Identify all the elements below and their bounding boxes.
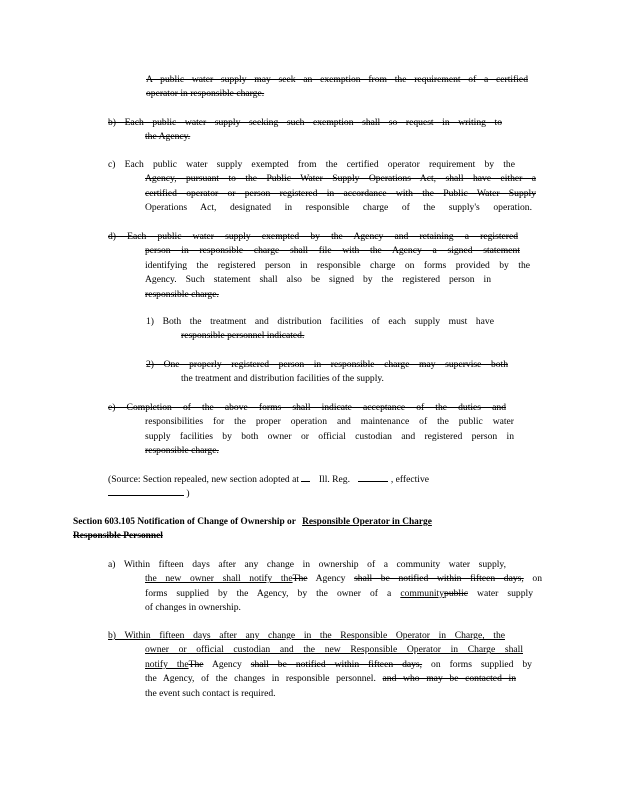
struck-line: e) Completion of the above forms shall indicate acceptance of the duties and — [108, 402, 506, 413]
text-segment: b) Within — [108, 630, 151, 641]
deleted-text: shall be notified within fifteen days, — [354, 573, 524, 585]
text-segment: on forms supplied by — [422, 658, 532, 670]
section-title: Section 603.105 Notification of Change of Ownership or — [73, 517, 296, 527]
inserted-text: fifteen days after any change in the Responsible Operator in Charge, the — [150, 630, 505, 641]
paragraph-2-one — [146, 358, 534, 387]
text-segment: the Agency, of the changes in responsible personnel. — [145, 673, 383, 685]
deleted-text: The — [188, 658, 204, 670]
inserted-line: owner or official custodian and the new Responsible Operator in Charge shall — [145, 644, 523, 656]
text-line: Operations Act, designated in responsible charge of the supply's operation. — [145, 202, 532, 214]
text-line: supply facilities by both owner or official custodian and registered person in — [145, 430, 514, 442]
text-line: responsibilities for the proper operation and maintenance of the public water — [145, 416, 514, 428]
inserted-text: the new owner shall notify the — [145, 573, 293, 585]
agency-text: Agency — [203, 658, 251, 670]
text-line — [145, 572, 542, 586]
paragraph-b-request — [108, 116, 502, 145]
ownership-line-1: a) Within fifteen days after any change in ownership of a community water supply, — [108, 559, 506, 570]
struck-line: responsible charge. — [145, 445, 219, 457]
struck-line: operator in responsible charge. — [146, 88, 265, 100]
text-segment: on — [523, 573, 542, 585]
struck-line: responsible charge. — [145, 288, 219, 300]
text-line: the treatment and distribution facilities of the supply. — [181, 373, 384, 385]
struck-line: the Agency. — [145, 131, 191, 143]
text-line — [145, 658, 532, 672]
text-line: the event such contact is required. — [145, 687, 276, 699]
deleted-text: and who may be contacted in — [382, 673, 516, 685]
inserted-text: community — [400, 587, 445, 599]
paragraph-a-ownership — [108, 558, 542, 616]
date-blank — [108, 486, 184, 496]
deleted-text: The — [292, 573, 308, 585]
text-line — [108, 558, 506, 572]
paragraph-exemption — [146, 73, 528, 102]
paragraph-b-operator — [108, 629, 536, 701]
text-line: Agency. Such statement shall also be signed by the registered person in — [145, 274, 491, 286]
text-line — [145, 672, 516, 686]
struck-line: person in responsible charge shall file with the Agency a signed statement — [145, 245, 520, 257]
struck-line: Agency, pursuant to the Public Water Supply Operations Act, shall have either a — [145, 173, 536, 185]
inserted-text: notify the — [145, 658, 189, 670]
page-blank — [358, 472, 388, 482]
section-heading — [73, 515, 543, 544]
agency-text: Agency — [307, 573, 355, 585]
text-segment: forms supplied by the Agency, by the owner of a — [145, 587, 401, 599]
struck-line: d) Each public water supply exempted by the Agency and retaining a registered — [108, 231, 518, 242]
struck-line: certified operator or person registered in accordance with the Public Water Supply — [145, 187, 536, 199]
source-ill-reg: Ill. Reg. — [318, 474, 351, 485]
text-segment: water supply — [468, 587, 533, 599]
paragraph-e-completion — [108, 401, 514, 459]
paragraph-c-exempted — [108, 158, 536, 216]
text-line: of changes in ownership. — [145, 602, 241, 614]
struck-line: 2) One properly registered person in responsible charge may supervise both — [146, 359, 508, 370]
text-line — [145, 587, 533, 601]
deleted-text: public — [444, 587, 468, 599]
source-note — [108, 472, 492, 501]
text-line — [108, 629, 505, 643]
struck-line: responsible personnel indicated. — [181, 330, 305, 342]
section-title-struck: Responsible Personnel — [73, 531, 163, 542]
struck-line: A public water supply may seek an exemption from the requirement of a certified — [146, 74, 528, 85]
volume-blank — [301, 472, 310, 482]
section-title-new: Responsible Operator in Charge — [302, 517, 432, 527]
source-line — [108, 472, 492, 486]
paragraph-1-both — [146, 315, 494, 344]
paragraph-d-registered — [108, 230, 530, 302]
source-effective: , effective — [390, 474, 430, 485]
source-line-2 — [108, 486, 492, 500]
section-title-line — [73, 515, 543, 529]
text-line: c) Each public water supply exempted from the certified operator requirement by the — [108, 159, 515, 170]
source-close: ) — [186, 488, 190, 500]
deleted-text: shall be notified within fifteen days, — [250, 658, 423, 670]
source-text: (Source: Section repealed, new section adopted at — [108, 474, 300, 485]
struck-line: b) Each public water supply seeking such exemption shall so request in writing to — [108, 117, 502, 128]
text-line: 1) Both the treatment and distribution facilities of each supply must have — [146, 316, 494, 327]
text-line: identifying the registered person in responsible charge on forms provided by the — [145, 259, 530, 271]
